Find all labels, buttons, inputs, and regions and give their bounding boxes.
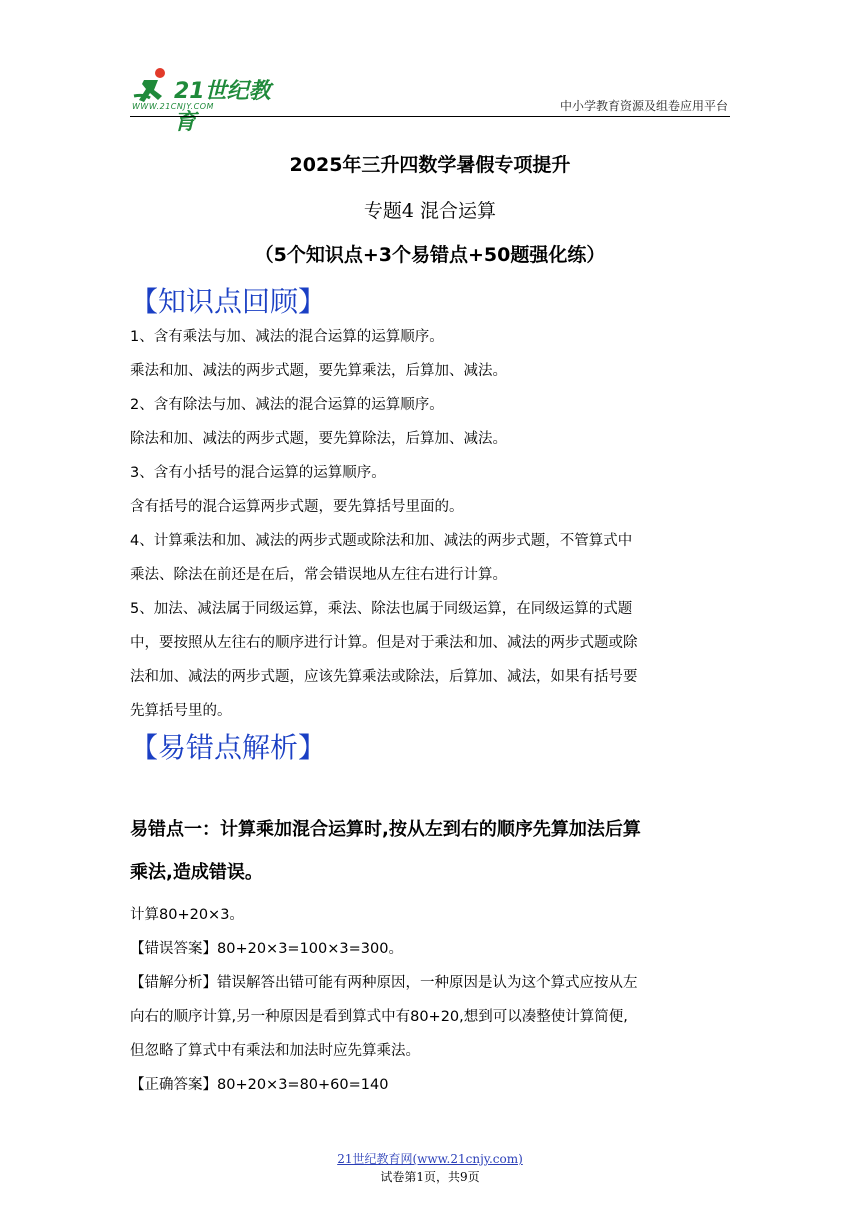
knowledge-line: 5、加法、减法属于同级运算，乘法、除法也属于同级运算，在同级运算的式题 — [130, 601, 633, 617]
knowledge-line: 含有括号的混合运算两步式题，要先算括号里面的。 — [130, 499, 464, 515]
knowledge-line: 1、含有乘法与加、减法的混合运算的运算顺序。 — [130, 329, 444, 345]
footer-page-number: 试卷第1页，共9页 — [380, 1170, 480, 1184]
knowledge-section-heading: 【知识点回顾】 — [130, 285, 327, 318]
error-line: 计算80+20×3。 — [130, 907, 244, 923]
knowledge-line: 中，要按照从左往右的顺序进行计算。但是对于乘法和加、减法的两步式题或除 — [130, 635, 638, 651]
knowledge-line: 3、含有小括号的混合运算的运算顺序。 — [130, 465, 386, 481]
error-title-line: 乘法,造成错误。 — [130, 862, 263, 883]
knowledge-content — [130, 320, 730, 728]
knowledge-line: 先算括号里的。 — [130, 703, 232, 719]
error-point-content — [130, 898, 730, 1102]
error-line: 向右的顺序计算,另一种原因是看到算式中有80+20,想到可以凑整使计算简便, — [130, 1009, 628, 1025]
knowledge-line: 法和加、减法的两步式题，应该先算乘法或除法，后算加、减法，如果有括号要 — [130, 669, 638, 685]
knowledge-line: 2、含有除法与加、减法的混合运算的运算顺序。 — [130, 397, 444, 413]
document-subtitle: 专题4 混合运算 — [363, 200, 497, 222]
error-line: 但忽略了算式中有乘法和加法时应先算乘法。 — [130, 1043, 420, 1059]
error-section-heading: 【易错点解析】 — [130, 731, 327, 764]
knowledge-line: 4、计算乘法和加、减法的两步式题或除法和加、减法的两步式题，不管算式中 — [130, 533, 633, 549]
error-point-title — [130, 808, 730, 894]
knowledge-line: 乘法、除法在前还是在后，常会错误地从左往右进行计算。 — [130, 567, 507, 583]
site-logo[interactable] — [130, 66, 290, 135]
document-scope: （5个知识点+3个易错点+50题强化练） — [254, 244, 606, 266]
header-divider — [130, 116, 730, 117]
header-tagline: 中小学教育资源及组卷应用平台 — [559, 99, 728, 113]
error-line: 【正确答案】80+20×3=80+60=140 — [130, 1077, 389, 1093]
error-title-line: 易错点一：计算乘加混合运算时,按从左到右的顺序先算加法后算 — [130, 819, 641, 840]
logo-url: WWW.21CNJY.COM — [132, 102, 214, 111]
error-line: 【错误答案】80+20×3=100×3=300。 — [130, 941, 403, 957]
footer-site-link[interactable]: 21世纪教育网(www.21cnjy.com) — [337, 1152, 523, 1166]
knowledge-line: 除法和加、减法的两步式题，要先算除法，后算加、减法。 — [130, 431, 507, 447]
logo-text: 21世纪教育 — [174, 79, 271, 135]
knowledge-line: 乘法和加、减法的两步式题，要先算乘法，后算加、减法。 — [130, 363, 507, 379]
document-title: 2025年三升四数学暑假专项提升 — [289, 154, 571, 176]
error-line: 【错解分析】错误解答出错可能有两种原因，一种原因是认为这个算式应按从左 — [130, 975, 638, 991]
